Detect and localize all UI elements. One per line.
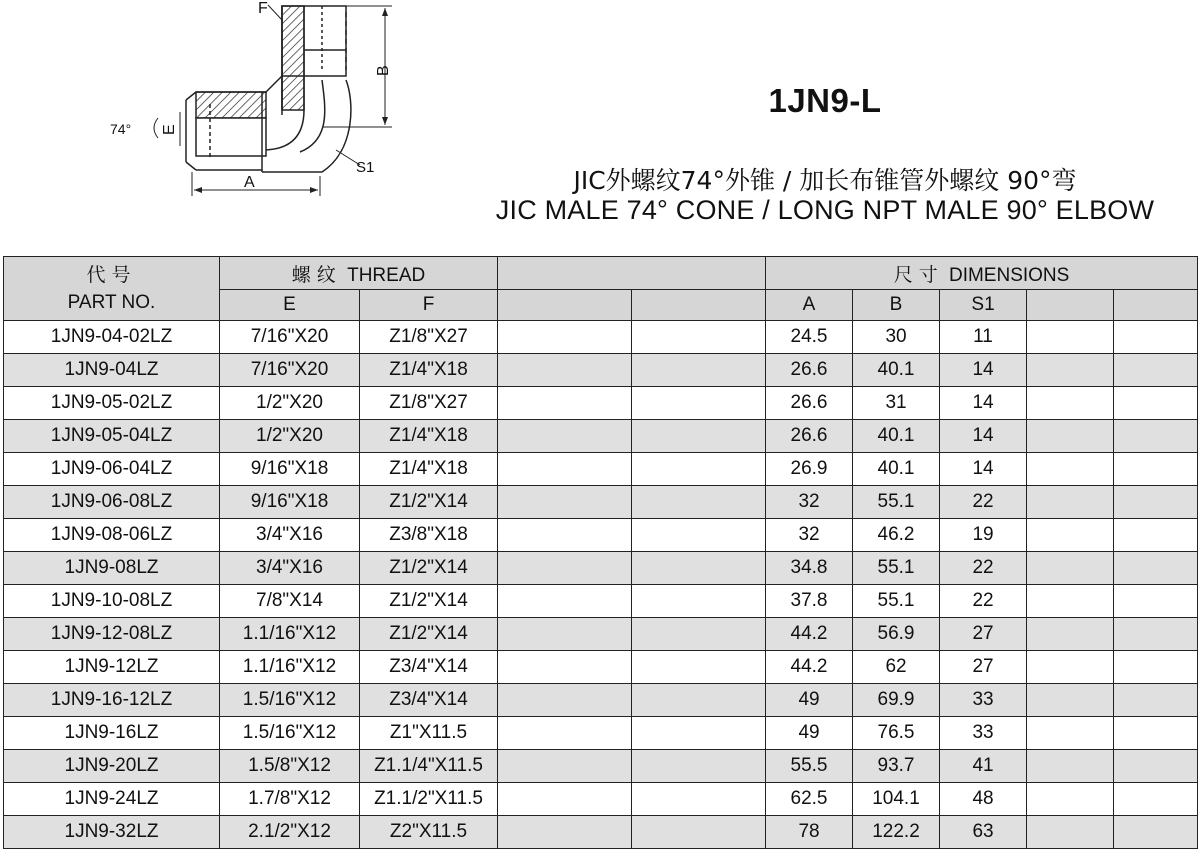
dim-s1-cell: 22 (940, 486, 1027, 519)
table-row (4, 486, 1198, 519)
dim-a-cell: 26.6 (766, 387, 853, 420)
blank-cell (498, 453, 632, 486)
table-row (4, 651, 1198, 684)
dim-b-cell: 104.1 (853, 783, 940, 816)
dim-s1-cell: 11 (940, 321, 1027, 354)
dim-label-angle: 74° (110, 121, 132, 137)
blank-cell (1114, 684, 1198, 717)
blank-cell (1027, 453, 1114, 486)
table-row (4, 816, 1198, 849)
dim-s1-cell: 27 (940, 651, 1027, 684)
thread-f-cell: Z2"X11.5 (360, 816, 498, 849)
blank-cell (632, 618, 766, 651)
thread-e-cell: 1/2"X20 (220, 387, 360, 420)
thread-e-cell: 3/4"X16 (220, 552, 360, 585)
part-no-cell: 1JN9-06-04LZ (4, 453, 220, 486)
blank-cell (632, 585, 766, 618)
thread-e-cell: 7/16"X20 (220, 354, 360, 387)
blank-cell (1027, 717, 1114, 750)
blank-cell (632, 717, 766, 750)
thread-e-cell: 1.1/16"X12 (220, 651, 360, 684)
dim-b-cell: 55.1 (853, 585, 940, 618)
part-no-cell: 1JN9-05-04LZ (4, 420, 220, 453)
thread-f-cell: Z1"X11.5 (360, 717, 498, 750)
blank-cell (498, 816, 632, 849)
table-row (4, 750, 1198, 783)
blank-cell (498, 651, 632, 684)
blank-cell (498, 354, 632, 387)
blank-cell (632, 453, 766, 486)
blank-cell (1027, 684, 1114, 717)
part-no-header (4, 257, 220, 321)
blank-cell (632, 486, 766, 519)
blank-cell (1027, 585, 1114, 618)
dim-label-a: A (244, 174, 255, 191)
spec-table (3, 256, 1198, 849)
part-no-cell: 1JN9-04-02LZ (4, 321, 220, 354)
table-row (4, 519, 1198, 552)
dim-label-b: B (375, 65, 392, 76)
blank-cell (1027, 387, 1114, 420)
thread-f-cell: Z1/4"X18 (360, 354, 498, 387)
blank-cell (1114, 321, 1198, 354)
blank-cell (498, 618, 632, 651)
blank-cell (1114, 420, 1198, 453)
blank-cell (1027, 618, 1114, 651)
dim-s1-cell: 48 (940, 783, 1027, 816)
table-row (4, 387, 1198, 420)
blank-cell (1114, 387, 1198, 420)
part-no-cell: 1JN9-24LZ (4, 783, 220, 816)
part-no-cell: 1JN9-06-08LZ (4, 486, 220, 519)
thread-f-cell: Z1.1/2"X11.5 (360, 783, 498, 816)
thread-f-cell: Z3/4"X14 (360, 651, 498, 684)
thread-e-cell: 2.1/2"X12 (220, 816, 360, 849)
table-row (4, 552, 1198, 585)
table-row (4, 783, 1198, 816)
blank-cell (1114, 354, 1198, 387)
dim-s1-cell: 14 (940, 453, 1027, 486)
dim-s1-cell: 63 (940, 816, 1027, 849)
thread-f-cell: Z1.1/4"X11.5 (360, 750, 498, 783)
blank-cell (498, 783, 632, 816)
dim-a-cell: 44.2 (766, 651, 853, 684)
dim-label-s1: S1 (356, 159, 375, 176)
blank-header (498, 257, 766, 290)
dim-a-cell: 62.5 (766, 783, 853, 816)
part-no-cell: 1JN9-32LZ (4, 816, 220, 849)
blank-cell (1027, 651, 1114, 684)
dim-s1-cell: 33 (940, 717, 1027, 750)
thread-f-cell: Z3/8"X18 (360, 519, 498, 552)
blank-cell (498, 552, 632, 585)
part-no-cell: 1JN9-10-08LZ (4, 585, 220, 618)
dimensions-header-chinese: 尺寸 (893, 263, 944, 286)
dim-a-cell: 26.6 (766, 354, 853, 387)
spec-table-body (4, 321, 1198, 849)
blank-cell (1114, 552, 1198, 585)
blank-cell (1114, 486, 1198, 519)
blank-cell (1027, 750, 1114, 783)
table-row (4, 321, 1198, 354)
dimensions-header-english: DIMENSIONS (948, 264, 1070, 286)
dim-b-cell: 62 (853, 651, 940, 684)
part-no-header-chinese: 代号 (86, 263, 137, 286)
blank-cell (498, 486, 632, 519)
blank-cell (1114, 618, 1198, 651)
blank-cell (498, 420, 632, 453)
thread-f-cell: Z1/8"X27 (360, 321, 498, 354)
dim-s1-cell: 27 (940, 618, 1027, 651)
thread-header (220, 257, 498, 290)
blank-cell (498, 321, 632, 354)
blank-cell (632, 321, 766, 354)
dim-s1-cell: 33 (940, 684, 1027, 717)
dim-a-cell: 49 (766, 684, 853, 717)
part-no-cell: 1JN9-12-08LZ (4, 618, 220, 651)
dim-s1-cell: 22 (940, 585, 1027, 618)
dim-b-cell: 46.2 (853, 519, 940, 552)
thread-e-cell: 1.5/8"X12 (220, 750, 360, 783)
blank-cell (498, 684, 632, 717)
blank-cell (632, 552, 766, 585)
blank-cell (1027, 816, 1114, 849)
thread-f-cell: Z1/2"X14 (360, 552, 498, 585)
column-header-s1: S1 (940, 290, 1027, 321)
dim-b-cell: 40.1 (853, 354, 940, 387)
dimensions-header (766, 257, 1198, 290)
part-no-cell: 1JN9-20LZ (4, 750, 220, 783)
table-row (4, 453, 1198, 486)
part-no-cell: 1JN9-16LZ (4, 717, 220, 750)
thread-e-cell: 7/16"X20 (220, 321, 360, 354)
blank-cell (632, 684, 766, 717)
dim-s1-cell: 14 (940, 420, 1027, 453)
part-no-cell: 1JN9-04LZ (4, 354, 220, 387)
dim-a-cell: 32 (766, 486, 853, 519)
dim-b-cell: 30 (853, 321, 940, 354)
dim-b-cell: 122.2 (853, 816, 940, 849)
thread-f-cell: Z1/4"X18 (360, 420, 498, 453)
dim-b-cell: 55.1 (853, 486, 940, 519)
dim-s1-cell: 41 (940, 750, 1027, 783)
part-no-cell: 1JN9-16-12LZ (4, 684, 220, 717)
blank-cell (632, 420, 766, 453)
blank-cell (498, 750, 632, 783)
table-row (4, 684, 1198, 717)
table-row (4, 354, 1198, 387)
blank-cell (1114, 519, 1198, 552)
thread-e-cell: 1.7/8"X12 (220, 783, 360, 816)
blank-cell (1027, 783, 1114, 816)
thread-f-cell: Z1/2"X14 (360, 585, 498, 618)
column-header-a: A (766, 290, 853, 321)
column-header-blank (498, 290, 632, 321)
blank-cell (1114, 717, 1198, 750)
dim-s1-cell: 14 (940, 387, 1027, 420)
dim-b-cell: 69.9 (853, 684, 940, 717)
dim-a-cell: 78 (766, 816, 853, 849)
blank-cell (498, 717, 632, 750)
product-title-english: JIC MALE 74° CONE / LONG NPT MALE 90° ELBOW (495, 195, 1155, 225)
column-header-blank (1114, 290, 1198, 321)
dim-b-cell: 40.1 (853, 453, 940, 486)
column-header-blank (1027, 290, 1114, 321)
dim-label-f: F (258, 0, 268, 17)
dim-a-cell: 55.5 (766, 750, 853, 783)
dim-a-cell: 44.2 (766, 618, 853, 651)
blank-cell (632, 783, 766, 816)
table-row (4, 420, 1198, 453)
blank-cell (1027, 519, 1114, 552)
blank-cell (1027, 420, 1114, 453)
table-row (4, 717, 1198, 750)
part-no-cell: 1JN9-08LZ (4, 552, 220, 585)
column-header-b: B (853, 290, 940, 321)
fitting-drawing (100, 0, 400, 205)
thread-e-cell: 7/8"X14 (220, 585, 360, 618)
dim-b-cell: 31 (853, 387, 940, 420)
blank-cell (498, 585, 632, 618)
dim-a-cell: 24.5 (766, 321, 853, 354)
blank-cell (1114, 585, 1198, 618)
blank-cell (632, 519, 766, 552)
dim-b-cell: 93.7 (853, 750, 940, 783)
dim-a-cell: 32 (766, 519, 853, 552)
blank-cell (1027, 486, 1114, 519)
thread-f-cell: Z1/8"X27 (360, 387, 498, 420)
dim-b-cell: 55.1 (853, 552, 940, 585)
part-no-header-english: PART NO. (67, 291, 156, 313)
thread-f-cell: Z1/2"X14 (360, 618, 498, 651)
thread-e-cell: 9/16"X18 (220, 453, 360, 486)
dim-b-cell: 56.9 (853, 618, 940, 651)
dim-a-cell: 26.6 (766, 420, 853, 453)
product-code: 1JN9-L (768, 82, 882, 119)
blank-cell (498, 387, 632, 420)
table-row (4, 585, 1198, 618)
product-title-chinese: JIC外螺纹74°外锥 / 加长布锥管外螺纹 90°弯 (573, 166, 1077, 195)
blank-cell (1114, 453, 1198, 486)
dim-s1-cell: 19 (940, 519, 1027, 552)
dim-s1-cell: 14 (940, 354, 1027, 387)
dim-b-cell: 40.1 (853, 420, 940, 453)
blank-cell (1114, 816, 1198, 849)
blank-cell (1114, 651, 1198, 684)
thread-f-cell: Z1/4"X18 (360, 453, 498, 486)
thread-f-cell: Z3/4"X14 (360, 684, 498, 717)
dim-a-cell: 49 (766, 717, 853, 750)
blank-cell (632, 750, 766, 783)
dim-s1-cell: 22 (940, 552, 1027, 585)
blank-cell (1027, 354, 1114, 387)
part-no-cell: 1JN9-05-02LZ (4, 387, 220, 420)
thread-header-english: THREAD (347, 264, 426, 286)
dim-a-cell: 26.9 (766, 453, 853, 486)
thread-header-chinese: 螺纹 (291, 263, 342, 286)
thread-e-cell: 3/4"X16 (220, 519, 360, 552)
thread-e-cell: 1/2"X20 (220, 420, 360, 453)
column-header-f: F (360, 290, 498, 321)
blank-cell (1114, 750, 1198, 783)
dim-label-e: E (161, 124, 178, 135)
thread-e-cell: 1.5/16"X12 (220, 717, 360, 750)
blank-cell (1027, 321, 1114, 354)
dim-b-cell: 76.5 (853, 717, 940, 750)
blank-cell (632, 816, 766, 849)
dim-a-cell: 34.8 (766, 552, 853, 585)
part-no-cell: 1JN9-08-06LZ (4, 519, 220, 552)
dim-a-cell: 37.8 (766, 585, 853, 618)
thread-f-cell: Z1/2"X14 (360, 486, 498, 519)
thread-e-cell: 1.1/16"X12 (220, 618, 360, 651)
blank-cell (632, 651, 766, 684)
thread-e-cell: 1.5/16"X12 (220, 684, 360, 717)
blank-cell (498, 519, 632, 552)
thread-e-cell: 9/16"X18 (220, 486, 360, 519)
blank-cell (1114, 783, 1198, 816)
blank-cell (632, 387, 766, 420)
part-no-cell: 1JN9-12LZ (4, 651, 220, 684)
blank-cell (1027, 552, 1114, 585)
blank-cell (632, 354, 766, 387)
column-header-e: E (220, 290, 360, 321)
table-row (4, 618, 1198, 651)
column-header-blank (632, 290, 766, 321)
